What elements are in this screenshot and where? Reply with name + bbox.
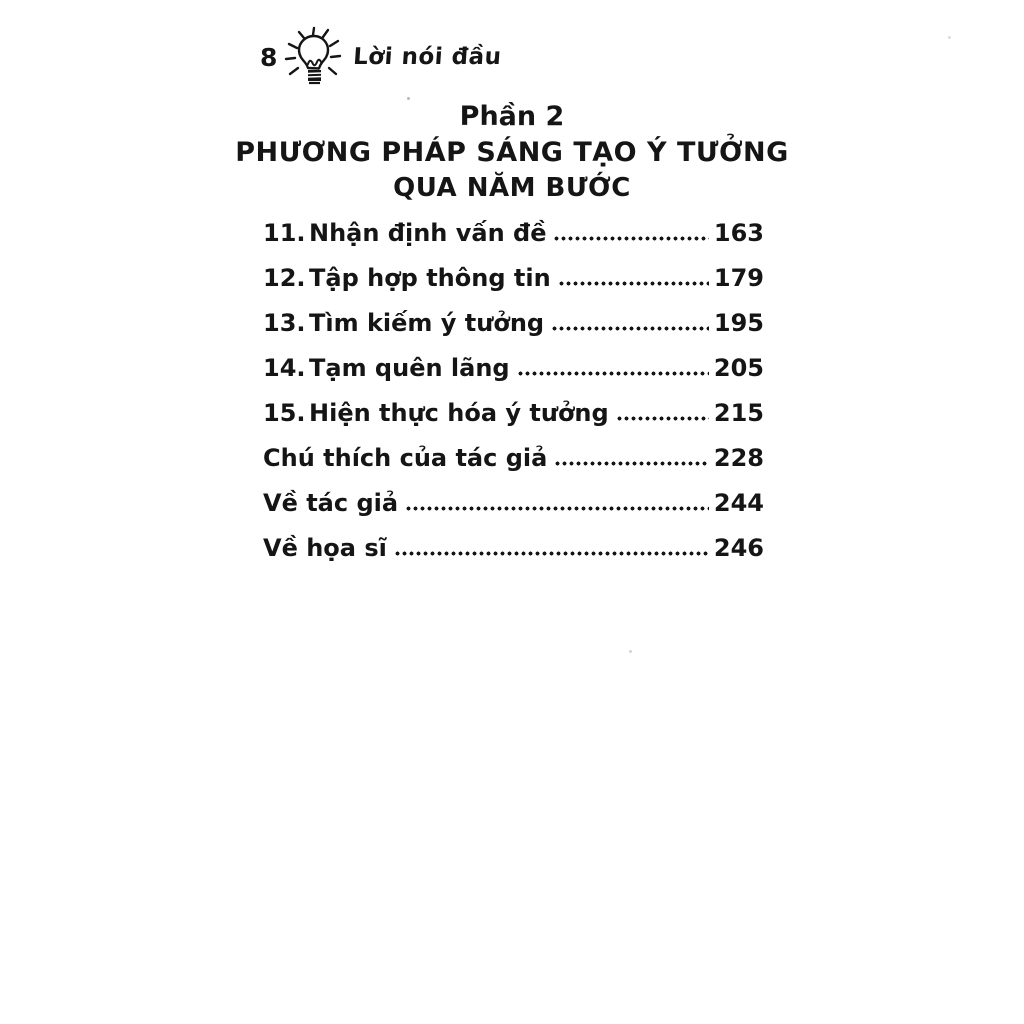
part-title-line2: QUA NĂM BƯỚC xyxy=(393,173,631,203)
toc-entry-label: Về họa sĩ xyxy=(263,534,387,562)
toc-entry-label: Nhận định vấn đề xyxy=(309,219,547,247)
scan-speck xyxy=(948,36,951,39)
toc-entry-page: 215 xyxy=(713,399,764,427)
dot-leader xyxy=(554,461,709,466)
dot-leader xyxy=(558,281,709,286)
toc-entry-label: Tập hợp thông tin xyxy=(309,264,551,292)
scan-speck xyxy=(629,650,632,653)
dot-leader xyxy=(551,326,709,331)
toc-entry-label: Chú thích của tác giả xyxy=(263,444,548,472)
toc-entry-label: Tạm quên lãng xyxy=(309,354,510,382)
toc-entry-page: 246 xyxy=(713,534,764,562)
running-header-label: Lời nói đầu xyxy=(352,44,503,70)
toc-entry-label: Tìm kiếm ý tưởng xyxy=(309,309,545,337)
toc-entry-number: 15. xyxy=(263,399,306,427)
toc-entry-page: 179 xyxy=(713,264,764,292)
toc-entry xyxy=(263,533,764,563)
dot-leader xyxy=(517,371,709,376)
dot-leader xyxy=(553,236,708,241)
toc-entry xyxy=(263,353,764,383)
toc-entry-number: 11. xyxy=(263,219,306,247)
scan-speck xyxy=(407,97,410,100)
part-label: Phần 2 xyxy=(459,101,565,132)
toc-entry-page: 228 xyxy=(713,444,764,472)
toc-list xyxy=(263,218,764,578)
toc-entry-number: 14. xyxy=(263,354,306,382)
toc-entry xyxy=(263,308,764,338)
toc-entry xyxy=(263,488,764,518)
dot-leader xyxy=(616,416,709,421)
toc-entry xyxy=(263,218,764,248)
toc-entry-page: 195 xyxy=(713,309,764,337)
toc-entry-page: 163 xyxy=(713,219,764,247)
lightbulb-doodle-icon xyxy=(283,26,347,94)
toc-entry-label: Hiện thực hóa ý tưởng xyxy=(309,399,609,427)
page-number: 8 xyxy=(260,42,278,72)
section-title xyxy=(0,101,1024,204)
toc-entry-page: 244 xyxy=(713,489,764,517)
toc-entry xyxy=(263,263,764,293)
toc-entry-number: 13. xyxy=(263,309,306,337)
toc-entry xyxy=(263,443,764,473)
toc-entry-label: Về tác giả xyxy=(263,489,399,517)
dot-leader xyxy=(394,551,709,556)
dot-leader xyxy=(405,506,709,511)
part-title-line1: PHƯƠNG PHÁP SÁNG TẠO Ý TƯỞNG xyxy=(235,137,789,168)
toc-entry-page: 205 xyxy=(713,354,764,382)
page-header xyxy=(260,26,502,94)
toc-entry-number: 12. xyxy=(263,264,306,292)
toc-entry xyxy=(263,398,764,428)
